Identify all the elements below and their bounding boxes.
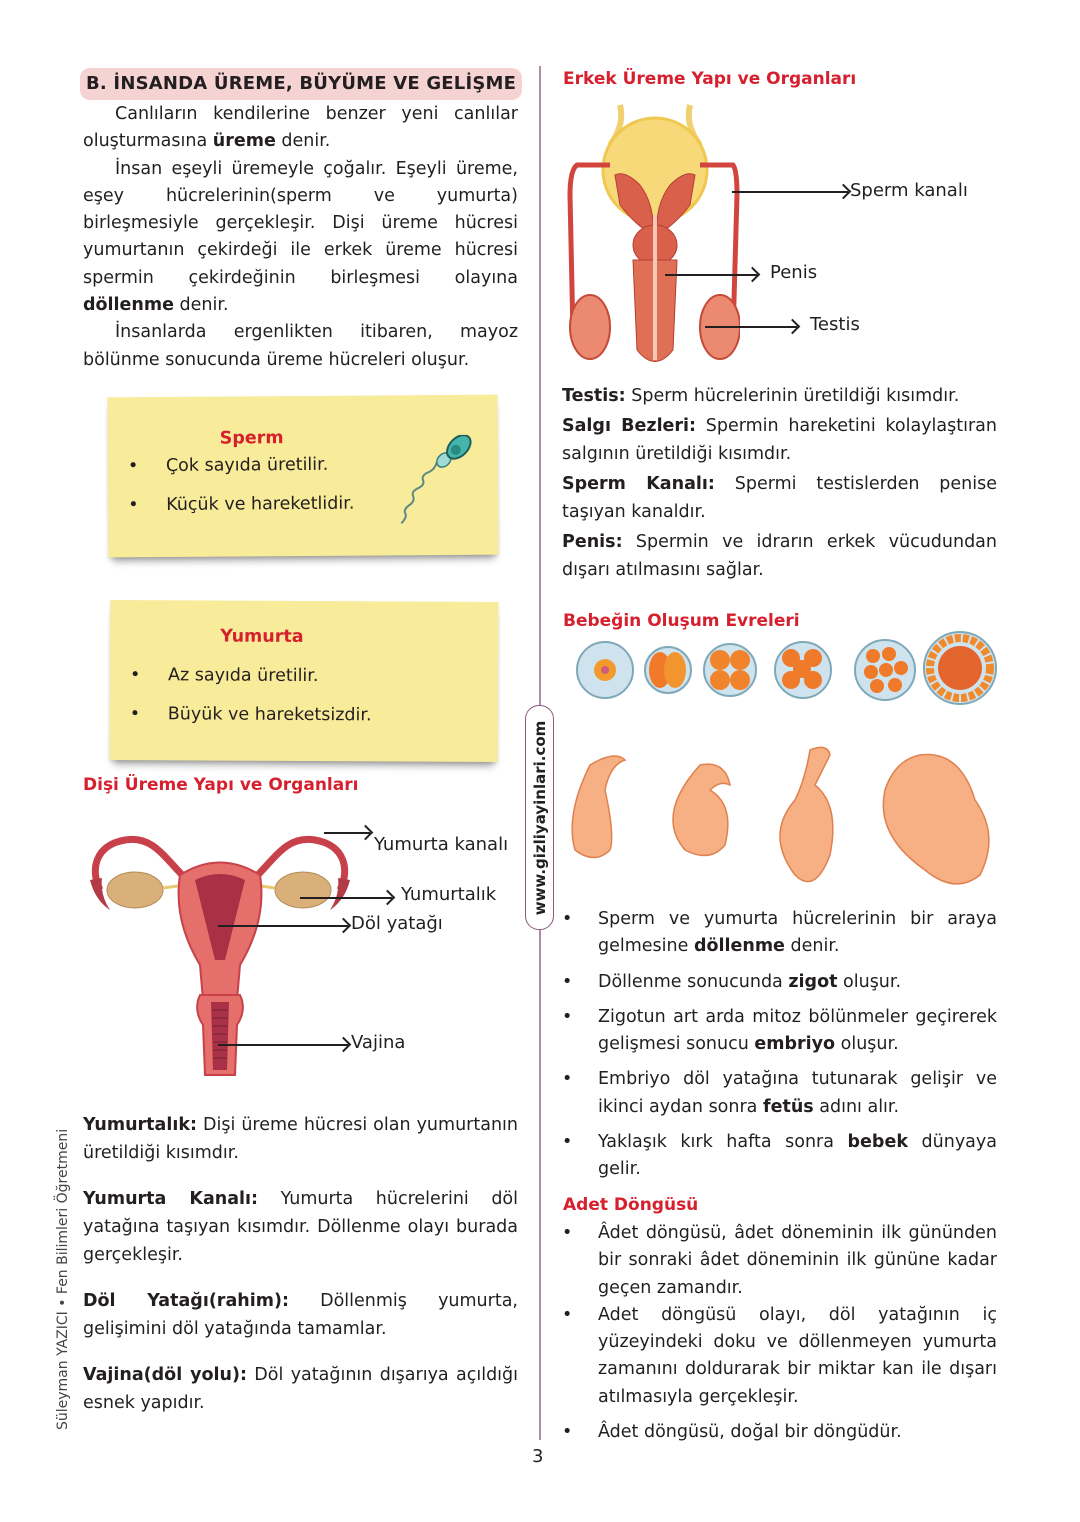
note-item: • Az sayıda üretilir. — [120, 656, 372, 696]
bullet-item: • Döllenme sonucunda zigot oluşur. — [562, 969, 997, 996]
label-testis: Testis — [810, 314, 860, 335]
label-arrow — [300, 897, 392, 899]
development-bullets — [562, 906, 997, 1184]
note-item: • Çok sayıda üretilir. — [118, 446, 354, 487]
definition: Yumurta Kanalı: Yumurta hücrelerini döl yatağına taşıyan kısımdır. Döllenme olayı burada gerçekleşir. — [83, 1189, 518, 1265]
definition: Testis: Sperm hücrelerinin üretildiği kısımdır. — [562, 386, 960, 406]
male-definitions — [562, 382, 997, 584]
label-sperm-kanali: Sperm kanalı — [850, 180, 968, 201]
male-reproductive-diagram — [565, 95, 740, 370]
author-credit: Süleyman YAZICI • Fen Bilimleri Öğretmeni — [55, 1128, 71, 1430]
yumurta-note-card — [110, 600, 499, 762]
label-penis: Penis — [770, 262, 818, 283]
label-yumurta-kanali: Yumurta kanalı — [374, 834, 509, 855]
note-title: Yumurta — [220, 626, 304, 647]
bullet-item: • Âdet döngüsü, âdet döneminin ilk gününden bir sonraki âdet döneminin ilk gününe kadar geçen zamandır. — [562, 1220, 997, 1302]
definition: Sperm Kanalı: Spermi testislerden penise taşıyan kanaldır. — [562, 474, 998, 522]
definition: Vajina(döl yolu): Döl yatağının dışarıya açıldığı esnek yapıdır. — [83, 1365, 519, 1413]
note-item: • Büyük ve hareketsizdir. — [120, 695, 372, 735]
stages-section-title: Bebeğin Oluşum Evreleri — [563, 611, 800, 631]
cell-division-stages-illustration — [575, 630, 1000, 710]
label-arrow — [218, 1044, 348, 1046]
menstrual-cycle-title: Adet Döngüsü — [563, 1195, 699, 1215]
intro-paragraph: İnsanlarda ergenlikten itibaren, mayoz bölünme sonucunda üreme hücreleri oluşur. — [83, 322, 518, 370]
page-number: 3 — [532, 1446, 544, 1467]
website-badge — [525, 705, 554, 930]
bullet-item: • Zigotun art arda mitoz bölünmeler geçirerek gelişmesi sonucu embriyo oluşur. — [562, 1004, 997, 1059]
definition: Döl Yatağı(rahim): Döllenmiş yumurta, gelişimini döl yatağında tamamlar. — [83, 1291, 518, 1339]
label-dol-yatagi: Döl yatağı — [351, 913, 443, 934]
male-section-title: Erkek Üreme Yapı ve Organları — [563, 69, 857, 89]
definition: Salgı Bezleri: Spermin hareketini kolaylaştıran salgının üretildiği kısımdır. — [562, 416, 997, 464]
definition: Yumurtalık: Dişi üreme hücresi olan yumurtanın üretildiği kısımdır. — [83, 1115, 518, 1163]
bullet-item: • Yaklaşık kırk hafta sonra bebek dünyaya gelir. — [562, 1129, 997, 1184]
sperm-note-card — [107, 395, 498, 558]
label-vajina: Vajina — [351, 1032, 406, 1053]
label-arrow — [324, 832, 370, 834]
label-yumurtalik: Yumurtalık — [401, 884, 497, 905]
female-reproductive-diagram — [85, 830, 365, 1080]
intro-paragraph: Canlıların kendilerine benzer yeni canlılar oluşturmasına üreme denir. — [83, 104, 518, 152]
fetus-development-illustration — [560, 745, 1000, 895]
note-item: • Küçük ve hareketlidir. — [118, 485, 354, 526]
label-arrow — [705, 326, 797, 328]
column-divider — [539, 66, 541, 706]
bullet-item: • Âdet döngüsü, doğal bir döngüdür. — [562, 1419, 997, 1446]
bullet-item: • Adet döngüsü olayı, döl yatağının iç yüzeyindeki doku ve döllenmeyen yumurta zamanını doldurarak bir miktar kan ile dışarı atılmasıyla gerçekleşir. — [562, 1302, 997, 1411]
label-arrow — [732, 191, 848, 193]
intro-paragraph: İnsan eşeyli üremeyle çoğalır. Eşeyli üreme, eşey hücrelerinin(sperm ve yumurta) birleşmesiyle gerçekleşir. Dişi üreme hücresi yumurtanın çekirdeği ile erkek üreme hücresi spermin çekirdeğinin birleşmesi olayına döllenme denir. — [83, 158, 518, 316]
section-title: B. İNSANDA ÜREME, BÜYÜME VE GELİŞME — [80, 68, 522, 100]
female-definitions — [83, 1111, 518, 1417]
bullet-item: • Sperm ve yumurta hücrelerinin bir araya gelmesine döllenme denir. — [562, 906, 997, 961]
website-url: www.gizliyayinlari.com — [530, 720, 549, 915]
label-arrow — [665, 274, 757, 276]
intro-text — [83, 101, 518, 374]
definition: Penis: Spermin ve idrarın erkek vücudundan dışarı atılmasını sağlar. — [562, 532, 997, 580]
bullet-item: • Embriyo döl yatağına tutunarak gelişir ve ikinci aydan sonra fetüs adını alır. — [562, 1066, 997, 1121]
female-section-title: Dişi Üreme Yapı ve Organları — [83, 775, 359, 795]
label-arrow — [218, 925, 348, 927]
note-title: Sperm — [219, 428, 284, 449]
column-divider — [539, 930, 541, 1440]
cycle-bullets — [562, 1220, 997, 1446]
sperm-cell-icon — [393, 435, 484, 531]
